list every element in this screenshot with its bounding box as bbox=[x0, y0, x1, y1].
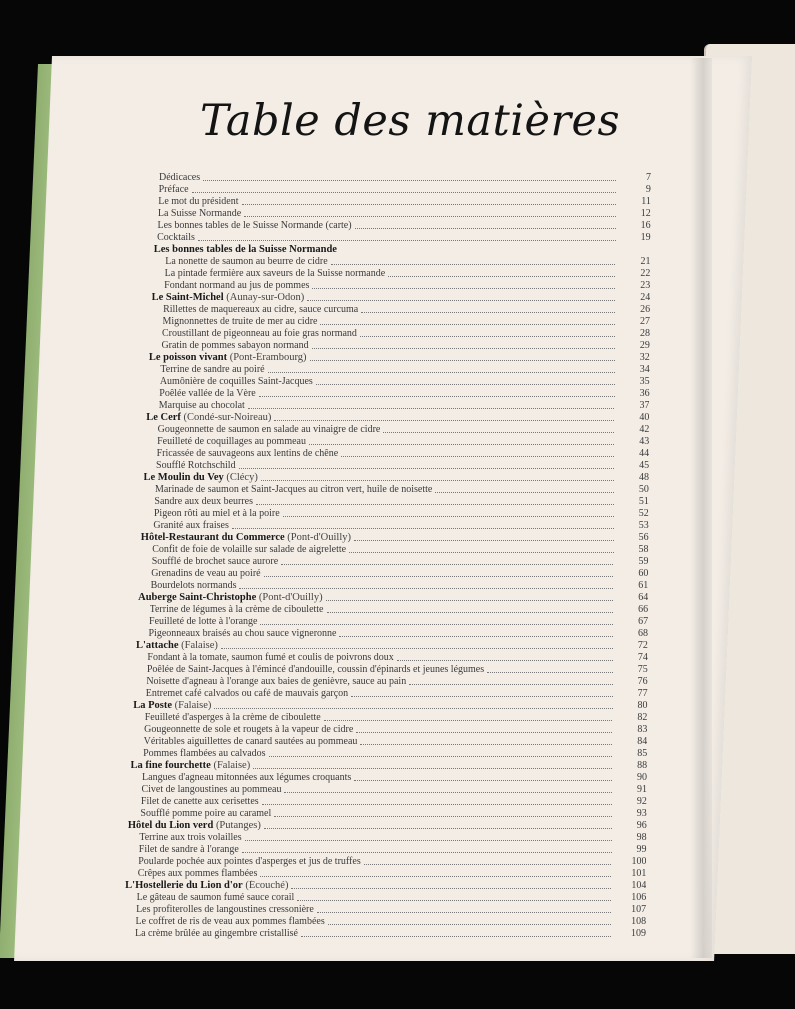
toc-label: Feuilleté d'asperges à la crème de ciboulette bbox=[144, 712, 321, 723]
toc-section-title: Hôtel-Restaurant du Commerce bbox=[140, 532, 285, 543]
toc-entry bbox=[148, 628, 647, 639]
toc-label: Langues d'agneau mitonnées aux légumes croquants bbox=[142, 772, 352, 783]
page-number: 100 bbox=[631, 856, 647, 867]
toc-label: Les bonnes tables de le Suisse Normande (carte) bbox=[157, 220, 352, 231]
toc-entry bbox=[158, 196, 651, 207]
toc-label: La Suisse Normande bbox=[157, 208, 242, 219]
toc-section-location: (Falaise) bbox=[181, 640, 218, 651]
toc-section bbox=[131, 760, 648, 771]
leader-dots bbox=[364, 864, 612, 865]
toc-entry bbox=[152, 544, 648, 555]
toc-entry bbox=[147, 664, 648, 675]
toc-section bbox=[128, 820, 647, 831]
toc-section bbox=[133, 700, 647, 711]
leader-dots bbox=[339, 636, 612, 637]
toc-label: Marquise au chocolat bbox=[158, 400, 245, 411]
toc-label: Entremet café calvados ou café de mauvais garçon bbox=[145, 688, 349, 699]
page-number: 27 bbox=[640, 316, 651, 327]
leader-dots bbox=[269, 756, 613, 757]
toc-entry bbox=[159, 184, 651, 195]
toc-section-title: Le Moulin du Vey bbox=[143, 472, 224, 483]
toc-section bbox=[125, 880, 646, 891]
toc-label: Poêlée de Saint-Jacques à l'émincé d'andouille, coussin d'épinards et jeunes légumes bbox=[146, 664, 485, 675]
toc-section bbox=[152, 292, 651, 303]
leader-dots bbox=[324, 720, 613, 721]
leader-dots bbox=[262, 804, 612, 805]
leader-dots bbox=[307, 300, 615, 301]
toc-entry bbox=[163, 304, 650, 315]
toc-label: Crêpes aux pommes flambées bbox=[137, 868, 258, 879]
toc-entry bbox=[158, 424, 650, 435]
leader-dots bbox=[301, 936, 611, 937]
toc-label: La nonette de saumon au beurre de cidre bbox=[165, 256, 328, 267]
toc-label bbox=[141, 532, 351, 543]
toc-entry bbox=[158, 208, 651, 219]
toc-label bbox=[144, 472, 258, 483]
toc-entry bbox=[156, 460, 649, 471]
toc-entry bbox=[160, 364, 649, 375]
leader-dots bbox=[361, 312, 615, 313]
leader-dots bbox=[341, 456, 614, 457]
toc-entry bbox=[155, 484, 649, 495]
leader-dots bbox=[327, 612, 614, 613]
page-title: Table des matières bbox=[200, 96, 621, 146]
toc-entry bbox=[160, 376, 650, 387]
page-number: 7 bbox=[646, 172, 651, 183]
leader-dots bbox=[487, 672, 613, 673]
leader-dots bbox=[435, 492, 614, 493]
toc-label: Dédicaces bbox=[159, 172, 201, 183]
toc-label: Le mot du président bbox=[158, 196, 239, 207]
toc-label: Terrine de sandre au poiré bbox=[160, 364, 265, 375]
page-number: 58 bbox=[638, 544, 649, 555]
leader-dots bbox=[360, 744, 612, 745]
leader-dots bbox=[360, 336, 615, 337]
toc-section bbox=[149, 352, 650, 363]
toc-entry bbox=[149, 616, 648, 627]
toc-section-location: (Putanges) bbox=[215, 820, 261, 831]
toc-label: Soufflé de brochet sauce aurore bbox=[151, 556, 279, 567]
leader-dots bbox=[297, 900, 611, 901]
toc-entry bbox=[147, 652, 647, 663]
page-number: 53 bbox=[638, 520, 649, 531]
leader-dots bbox=[214, 708, 612, 709]
toc-label: Feuilleté de lotte à l'orange bbox=[149, 616, 258, 627]
page-number: 88 bbox=[637, 760, 648, 771]
toc-label: Le gâteau de saumon fumé sauce corail bbox=[136, 892, 295, 903]
toc-section-title: L'attache bbox=[135, 640, 179, 651]
toc-entry bbox=[143, 748, 647, 759]
leader-dots bbox=[259, 396, 615, 397]
leader-dots bbox=[242, 852, 612, 853]
leader-dots bbox=[260, 624, 613, 625]
toc-label: Gratin de pommes sabayon normand bbox=[161, 340, 309, 351]
leader-dots bbox=[281, 564, 613, 565]
leader-dots bbox=[253, 768, 612, 769]
toc-label bbox=[138, 592, 323, 603]
page-number: 48 bbox=[639, 472, 649, 483]
leader-dots bbox=[264, 576, 614, 577]
toc-label bbox=[154, 244, 337, 255]
toc-label: Marinade de saumon et Saint-Jacques au citron vert, huile de noisette bbox=[154, 484, 433, 495]
toc-label: Soufflé Rotchschild bbox=[156, 460, 236, 471]
toc-label bbox=[146, 412, 271, 423]
page-number: 60 bbox=[638, 568, 649, 579]
toc-entry bbox=[157, 448, 650, 459]
toc-section bbox=[144, 472, 650, 483]
page-number: 9 bbox=[645, 184, 651, 195]
toc-label: Grenadins de veau au poiré bbox=[151, 568, 261, 579]
leader-dots bbox=[354, 540, 614, 541]
page-number: 108 bbox=[631, 916, 647, 927]
toc-entry bbox=[146, 676, 647, 687]
toc-entry bbox=[139, 832, 646, 843]
page-number: 61 bbox=[638, 580, 649, 591]
leader-dots bbox=[239, 588, 613, 589]
leader-dots bbox=[256, 504, 614, 505]
toc-entry bbox=[142, 772, 647, 783]
toc-entry bbox=[165, 256, 650, 267]
toc-label: Gougeonnette de saumon en salade au vinaigre de cidre bbox=[157, 424, 381, 435]
leader-dots bbox=[232, 528, 614, 529]
toc-label: La pintade fermière aux saveurs de la Suisse normande bbox=[164, 268, 386, 279]
toc-label: Mignonnettes de truite de mer au cidre bbox=[162, 316, 318, 327]
leader-dots bbox=[198, 240, 616, 241]
leader-dots bbox=[312, 348, 615, 349]
page-number: 84 bbox=[637, 736, 648, 747]
leader-dots bbox=[320, 324, 615, 325]
leader-dots bbox=[274, 420, 614, 421]
page-number: 22 bbox=[640, 268, 651, 279]
toc-label: Préface bbox=[158, 184, 189, 195]
toc-label bbox=[128, 820, 261, 831]
page-number: 92 bbox=[636, 796, 647, 807]
toc-entry bbox=[159, 400, 650, 411]
toc-entry bbox=[164, 280, 650, 291]
toc-entry bbox=[144, 736, 648, 747]
toc-label: Soufflé pomme poire au caramel bbox=[140, 808, 272, 819]
page-number: 34 bbox=[639, 364, 650, 375]
leader-dots bbox=[242, 204, 616, 205]
page-number: 93 bbox=[636, 808, 647, 819]
leader-dots bbox=[383, 432, 614, 433]
toc-entry bbox=[141, 796, 647, 807]
page-number: 85 bbox=[637, 748, 648, 759]
leader-dots bbox=[244, 216, 616, 217]
toc-section-title: Le Saint-Michel bbox=[151, 292, 224, 303]
leader-dots bbox=[264, 828, 612, 829]
toc-entry bbox=[140, 808, 646, 819]
toc-entry bbox=[157, 436, 649, 447]
page-number: 96 bbox=[636, 820, 647, 831]
toc-entry bbox=[144, 724, 647, 735]
toc-section-location: (Aunay-sur-Odon) bbox=[226, 292, 305, 303]
page-number: 66 bbox=[638, 604, 649, 615]
toc-section bbox=[154, 244, 651, 255]
toc-entry bbox=[165, 268, 651, 279]
page-number: 36 bbox=[639, 388, 650, 399]
toc-section bbox=[146, 412, 649, 423]
toc-section-title: Les bonnes tables de la Suisse Normande bbox=[153, 244, 337, 255]
leader-dots bbox=[239, 468, 615, 469]
leader-dots bbox=[291, 888, 611, 889]
leader-dots bbox=[260, 876, 611, 877]
toc-label: Civet de langoustines au pommeau bbox=[141, 784, 282, 795]
toc-entry bbox=[159, 388, 649, 399]
page-number: 32 bbox=[639, 352, 650, 363]
toc-entry bbox=[151, 568, 648, 579]
toc-label: Poularde pochée aux pointes d'asperges et jus de truffes bbox=[138, 856, 361, 867]
toc-label: Gougeonnette de sole et rougets à la vapeur de cidre bbox=[144, 724, 354, 735]
toc-entry bbox=[154, 508, 649, 519]
toc-label: Filet de sandre à l'orange bbox=[138, 844, 239, 855]
page-number: 74 bbox=[637, 652, 648, 663]
page-number: 76 bbox=[637, 676, 648, 687]
leader-dots bbox=[309, 444, 614, 445]
leader-dots bbox=[245, 840, 612, 841]
toc-label bbox=[136, 640, 218, 651]
leader-dots bbox=[312, 288, 615, 289]
leader-dots bbox=[268, 372, 615, 373]
leader-dots bbox=[388, 276, 615, 277]
page-number: 21 bbox=[640, 256, 651, 267]
leader-dots bbox=[192, 192, 616, 193]
page-number: 24 bbox=[640, 292, 651, 303]
page-number: 44 bbox=[639, 448, 650, 459]
toc-entry bbox=[136, 904, 646, 915]
toc-label bbox=[133, 700, 211, 711]
toc-label: Bourdelots normands bbox=[150, 580, 237, 591]
page-number: 72 bbox=[637, 640, 648, 651]
toc-section-title: Le poisson vivant bbox=[148, 352, 228, 363]
toc-label: Terrine aux trois volailles bbox=[139, 832, 242, 843]
toc-section bbox=[138, 592, 648, 603]
toc-label bbox=[131, 760, 251, 771]
toc-label bbox=[149, 352, 307, 363]
toc-section-location: (Falaise) bbox=[174, 700, 212, 711]
leader-dots bbox=[351, 696, 612, 697]
leader-dots bbox=[355, 228, 616, 229]
toc-section-title: Auberge Saint-Christophe bbox=[138, 592, 257, 603]
toc-label: Granité aux fraises bbox=[153, 520, 229, 531]
toc-label: Le coffret de ris de veau aux pommes flambées bbox=[135, 916, 325, 927]
toc-section-location: (Pont-d'Ouilly) bbox=[258, 592, 323, 603]
toc-entry bbox=[145, 712, 648, 723]
page-number: 101 bbox=[631, 868, 647, 879]
page-number: 28 bbox=[639, 328, 650, 339]
toc-section-title: Le Cerf bbox=[146, 412, 181, 423]
leader-dots bbox=[261, 480, 614, 481]
toc-label: Poêlée vallée de la Vère bbox=[159, 388, 256, 399]
toc-entry bbox=[163, 316, 651, 327]
toc-label: Confit de foie de volaille sur salade de aigrelette bbox=[152, 544, 347, 555]
page-number: 104 bbox=[631, 880, 647, 891]
page-number: 67 bbox=[638, 616, 649, 627]
toc-entry bbox=[159, 172, 651, 183]
page-number: 90 bbox=[637, 772, 648, 783]
toc-label: Pigeonneaux braisés au chou sauce vigneronne bbox=[148, 628, 337, 639]
leader-dots bbox=[274, 816, 612, 817]
leader-dots bbox=[409, 684, 612, 685]
page-number: 16 bbox=[640, 220, 651, 231]
toc-section-title: L'Hostellerie du Lion d'or bbox=[125, 880, 243, 891]
page-number: 83 bbox=[637, 724, 648, 735]
page-number: 23 bbox=[640, 280, 651, 291]
page-number: 98 bbox=[636, 832, 647, 843]
leader-dots bbox=[316, 384, 615, 385]
page-number: 82 bbox=[637, 712, 648, 723]
page-number: 99 bbox=[636, 844, 647, 855]
leader-dots bbox=[349, 552, 613, 553]
toc-label: Noisette d'agneau à l'orange aux baies de genièvre, sauce au pain bbox=[146, 676, 407, 687]
toc-entry bbox=[146, 688, 648, 699]
page-number: 68 bbox=[637, 628, 648, 639]
page-number: 50 bbox=[638, 484, 649, 495]
page-number: 45 bbox=[639, 460, 650, 471]
page-number: 29 bbox=[639, 340, 650, 351]
toc-entry bbox=[157, 220, 650, 231]
leader-dots bbox=[310, 360, 615, 361]
page-number: 42 bbox=[639, 424, 650, 435]
toc-label: Véritables aiguillettes de canard sautées au pommeau bbox=[143, 736, 358, 747]
page-number: 12 bbox=[640, 208, 651, 219]
toc-label: Pommes flambées au calvados bbox=[143, 748, 266, 759]
toc-entry bbox=[136, 916, 647, 927]
toc-section bbox=[141, 532, 649, 543]
page-number: 52 bbox=[638, 508, 649, 519]
toc-entry bbox=[150, 604, 649, 615]
page-number: 19 bbox=[640, 232, 651, 243]
toc-section-location: (Écouché) bbox=[245, 880, 289, 891]
toc-label: La crème brûlée au gingembre cristallisé bbox=[135, 928, 298, 939]
toc-entry bbox=[137, 892, 647, 903]
page-number: 64 bbox=[638, 592, 649, 603]
toc-label: Les profiterolles de langoustines cressonière bbox=[136, 904, 314, 915]
toc-section-location: (Pont-Érambourg) bbox=[229, 352, 307, 363]
toc-section-location: (Pont-d'Ouilly) bbox=[287, 532, 352, 543]
page-number: 51 bbox=[638, 496, 649, 507]
page-number: 77 bbox=[637, 688, 648, 699]
toc-entry bbox=[138, 856, 646, 867]
toc-section-location: (Clécy) bbox=[226, 472, 258, 483]
page-number: 35 bbox=[639, 376, 650, 387]
toc-entry bbox=[157, 232, 651, 243]
toc-label: Aumônière de coquilles Saint-Jacques bbox=[159, 376, 313, 387]
toc-label: Feuilleté de coquillages au pommeau bbox=[157, 436, 306, 447]
toc-label bbox=[152, 292, 305, 303]
page-number: 91 bbox=[636, 784, 647, 795]
toc-entry bbox=[154, 496, 648, 507]
toc-label: Fondant normand au jus de pommes bbox=[164, 280, 310, 291]
toc-label: Filet de canette aux cerisettes bbox=[140, 796, 259, 807]
page-number: 59 bbox=[638, 556, 649, 567]
leader-dots bbox=[356, 732, 612, 733]
leader-dots bbox=[284, 792, 611, 793]
leader-dots bbox=[326, 600, 614, 601]
toc-section-location: (Falaise) bbox=[213, 760, 251, 771]
toc-section-title: La fine fourchette bbox=[130, 760, 211, 771]
page-number: 40 bbox=[639, 412, 650, 423]
toc-section bbox=[136, 640, 648, 651]
toc-entry bbox=[141, 784, 646, 795]
toc-entry bbox=[153, 520, 648, 531]
toc-section-title: La Poste bbox=[133, 700, 173, 711]
page-number: 80 bbox=[637, 700, 648, 711]
leader-dots bbox=[328, 924, 611, 925]
page-number: 26 bbox=[640, 304, 651, 315]
page-number: 75 bbox=[637, 664, 648, 675]
leader-dots bbox=[221, 648, 613, 649]
toc-label: Rillettes de maquereaux au cidre, sauce curcuma bbox=[163, 304, 359, 315]
toc-entry bbox=[161, 340, 649, 351]
leader-dots bbox=[283, 516, 614, 517]
toc-label: Terrine de légumes à la crème de ciboulette bbox=[149, 604, 324, 615]
toc-entry bbox=[138, 868, 647, 879]
toc-entry bbox=[139, 844, 647, 855]
toc-label: Fondant à la tomate, saumon fumé et coulis de poivrons doux bbox=[147, 652, 394, 663]
leader-dots bbox=[203, 180, 616, 181]
toc-entry bbox=[151, 580, 649, 591]
toc-entry bbox=[135, 928, 646, 939]
page-number: 43 bbox=[639, 436, 650, 447]
toc-label: Cocktails bbox=[157, 232, 195, 243]
toc-section-title: Hôtel du Lion verd bbox=[127, 820, 214, 831]
page-number: 106 bbox=[631, 892, 647, 903]
toc-label: Croustillant de pigeonneau au foie gras normand bbox=[161, 328, 357, 339]
toc-entry bbox=[152, 556, 649, 567]
toc-label: Fricassée de sauvageons aux lentins de chêne bbox=[156, 448, 339, 459]
leader-dots bbox=[331, 264, 616, 265]
page-number: 109 bbox=[631, 928, 646, 939]
toc-section-location: (Condé-sur-Noireau) bbox=[183, 412, 272, 423]
leader-dots bbox=[248, 408, 615, 409]
toc-label: Pigeon rôti au miel et à la poire bbox=[153, 508, 280, 519]
toc-label: Sandre aux deux beurres bbox=[154, 496, 253, 507]
leader-dots bbox=[317, 912, 611, 913]
page-number: 107 bbox=[631, 904, 647, 915]
page-number: 37 bbox=[639, 400, 650, 411]
page-number: 11 bbox=[641, 196, 651, 207]
toc-label bbox=[125, 880, 288, 891]
page-number: 56 bbox=[638, 532, 649, 543]
leader-dots bbox=[354, 780, 612, 781]
leader-dots bbox=[397, 660, 613, 661]
toc-entry bbox=[162, 328, 650, 339]
